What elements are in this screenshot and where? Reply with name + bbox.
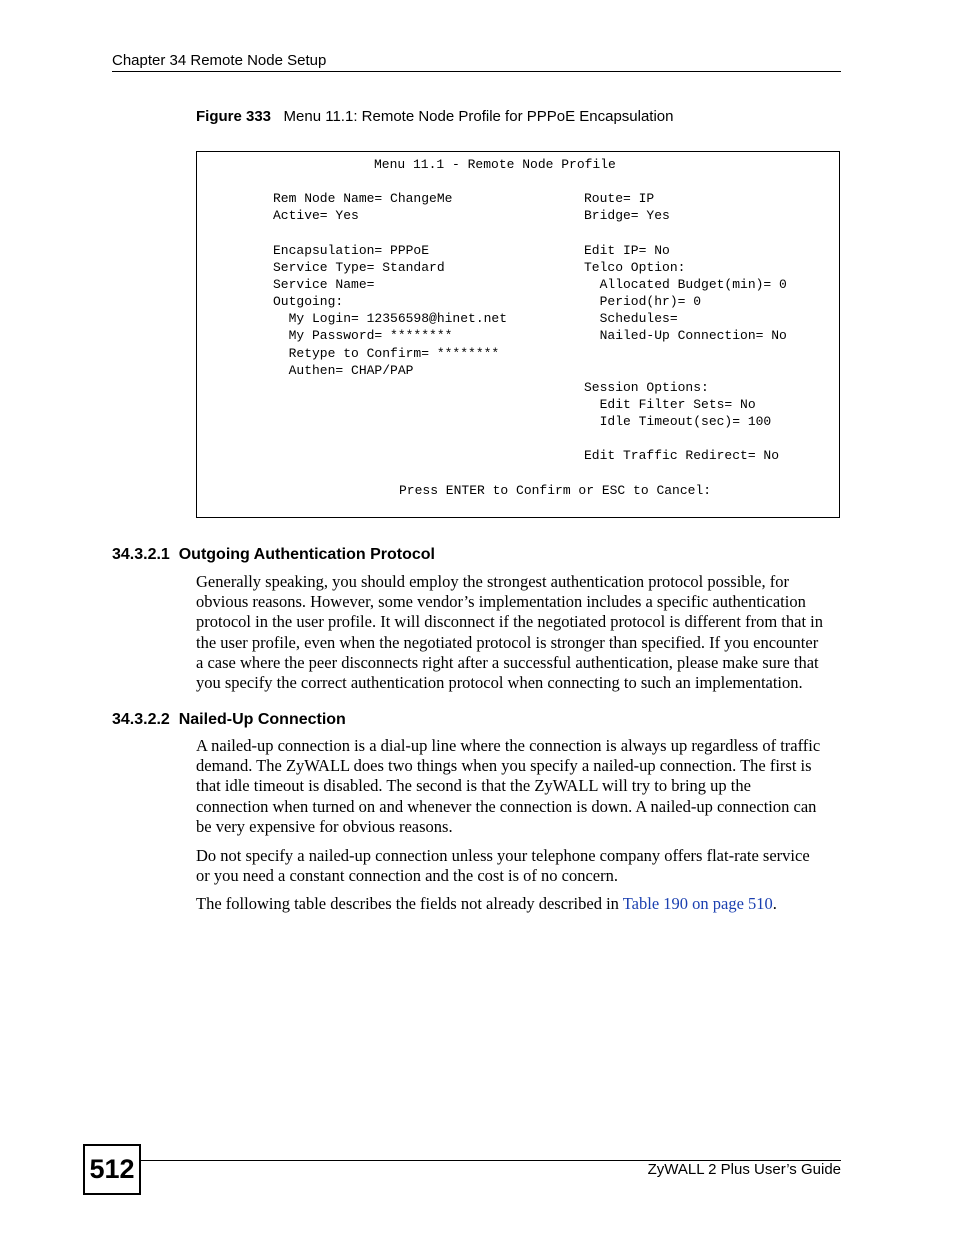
menu-field: Encapsulation= PPPoE: [273, 243, 430, 258]
figure-caption-text: Menu 11.1: Remote Node Profile for PPPoE Encapsulation: [283, 108, 674, 125]
figure-caption: [196, 108, 674, 125]
menu-field: Route= IP: [584, 191, 655, 206]
menu-field: Period(hr)= 0: [584, 294, 702, 309]
menu-field: Idle Timeout(sec)= 100: [584, 414, 772, 429]
menu-field: Outgoing:: [273, 294, 344, 309]
menu-field: Active= Yes: [273, 208, 359, 223]
text-line: Generally speaking, you should employ the strongest authentication protocol possible, for: [196, 572, 789, 591]
text-line: [196, 894, 841, 914]
menu-field: Rem Node Name= ChangeMe: [273, 191, 453, 206]
menu-title: Menu 11.1 - Remote Node Profile: [374, 157, 616, 172]
chapter-header: Chapter 34 Remote Node Setup: [112, 52, 327, 69]
menu-field: Retype to Confirm= ********: [273, 346, 500, 361]
guide-title: ZyWALL 2 Plus User’s Guide: [647, 1161, 841, 1178]
header-divider: [112, 71, 841, 72]
text-line: that idle timeout is disabled. The second is that the ZyWALL will try to bring up the: [196, 776, 751, 796]
paragraph-nailed-up-advice: [196, 846, 841, 886]
paragraph-authentication: [196, 572, 841, 693]
table-190-link[interactable]: Table 190 on page 510: [622, 894, 773, 913]
text-line: you specify the correct authentication protocol when connecting to such an implementation.: [196, 673, 803, 693]
table-reference-period: .: [772, 894, 777, 913]
text-line: be very expensive for obvious reasons.: [196, 816, 453, 836]
menu-field: My Login= 12356598@hinet.net: [273, 311, 508, 326]
menu-field: Service Name=: [273, 277, 375, 292]
text-line: the user profile, even when the negotiated protocol is stronger than specified. If you encounter: [196, 632, 819, 652]
text-line: A nailed-up connection is a dial-up line where the connection is always up regardless of traffic: [196, 736, 821, 755]
menu-field: Bridge= Yes: [584, 208, 670, 223]
menu-field: Schedules=: [584, 311, 678, 326]
paragraph-table-reference: [196, 894, 841, 914]
page-number: 512: [83, 1144, 141, 1195]
menu-field: Edit Traffic Redirect= No: [584, 448, 780, 463]
figure-label: Figure 333: [196, 108, 272, 125]
text-line: protocol in the user profile. It will disconnect if the negotiated protocol is different from that in: [196, 612, 823, 632]
text-line: Do not specify a nailed-up connection unless your telephone company offers flat-rate service: [196, 846, 810, 865]
menu-screen: [196, 151, 840, 518]
text-line: demand. The ZyWALL does two things when you specify a nailed-up connection. The first is: [196, 756, 812, 776]
section-heading-nailed-up: 34.3.2.2 Nailed-Up Connection: [112, 711, 346, 728]
menu-field: Edit Filter Sets= No: [584, 397, 756, 412]
section-heading-authentication: 34.3.2.1 Outgoing Authentication Protocol: [112, 546, 435, 563]
text-line: or you need a constant connection and the cost is of no concern.: [196, 866, 618, 886]
menu-field: Authen= CHAP/PAP: [273, 363, 414, 378]
menu-field: Allocated Budget(min)= 0: [584, 277, 787, 292]
text-line: a case where the peer disconnects right after a successful authentication, please make sure that: [196, 652, 819, 672]
menu-field: Edit IP= No: [584, 243, 670, 258]
menu-field: My Password= ********: [273, 328, 453, 343]
text-line: obvious reasons. However, some vendor’s implementation includes a specific authentication: [196, 592, 806, 612]
paragraph-nailed-up: [196, 736, 841, 837]
menu-field: Service Type= Standard: [273, 260, 445, 275]
menu-field: Session Options:: [584, 380, 709, 395]
menu-prompt: Press ENTER to Confirm or ESC to Cancel:: [399, 483, 712, 498]
menu-field: Nailed-Up Connection= No: [584, 328, 787, 343]
text-line: connection when turned on and whenever the connection is down. A nailed-up connection can: [196, 796, 817, 816]
table-reference-text: The following table describes the fields not already described in: [196, 894, 623, 913]
menu-field: Telco Option:: [584, 260, 686, 275]
